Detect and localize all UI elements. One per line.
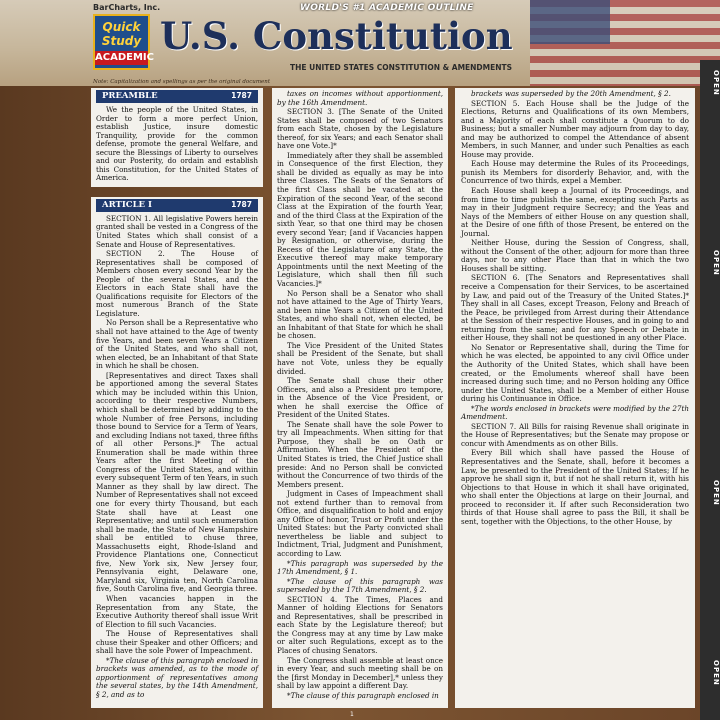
paragraph: The Vice President of the United States shall be President of the Senate, but shall have not Vote, unless they be equally divided. [277,340,443,376]
paragraph: Every Bill which shall have passed the House of Representatives and the Senate, shall, before it becomes a Law, be presented to the President of the United States; If he approve he shall sign it, but if not he shall return it, with his Objections to that House in which it shall have originated, who shall enter the Objections at large on their Journal, and proceed to reconsider it. If after such Reconsideration two thirds of that House shall agree to pass the Bill, it shall be sent, together with the Objections, to the other House, by [461,448,689,526]
paragraph: SECTION 1. All legislative Powers herein granted shall be vested in a Congress of the United States which shall consist of a Senate and House of Representatives. [96,213,258,249]
page-number: 1 [350,711,354,718]
paragraph: [Representatives and direct Taxes shall be apportioned among the several States which may be included within this Union, according to their respective Numbers, which shall be determined by adding to the whole Number of free Persons, including those bound to Service for a Term of Years, and excluding Indians not taxed, three fifths of all other Persons.]* The actual Enumeration shall be made within three Years after the first Meeting of the Congress of the United States, and within every subsequent Term of ten Years, in such Manner as they shall by law direct. The Number of Representatives shall not exceed one for every thirty Thousand, but each State shall have at Least one Representative; and until such enumeration shall be made, the State of New Hampshire shall be entitled to chuse three, Massachusetts eight, Rhode-Island and Providence Plantations one, Connecticut five, New York six, New Jersey four, Pennsylvania eight, Delaware one, Maryland six, Virginia ten, North Carolina five, South Carolina five, and Georgia three. [96,370,258,594]
paragraph: No Person shall be a Representative who shall not have attained to the Age of twenty five Years, and been seven Years a Citizen of the United States, and who shall not, when elected, be an Inhabitant of that State in which he shall be chosen. [96,318,258,371]
paragraph: SECTION 2. The House of Representatives shall be composed of Members chosen every second Year by the People of the several States, and the Electors in each State shall have the Qualifications requisite for Electors of the most numerous Branch of the State Legislature. [96,249,258,318]
paragraph: Immediately after they shall be assembled in Consequence of the first Election, they shall be divided as equally as may be into three Classes. The Seats of the Senators of the first Class shall be vacated at the Expiration of the second Year, of the second Class at the Expiration of the fourth Year, and of the third Class at the Expiration of the sixth Year, so that one third may be chosen every second Year; [and if Vacancies happen by Resignation, or otherwise, during the Recess of the Legislature of any State, the Executive thereof may make temporary Appointments until the next Meeting of the Legislature, which shall then fill such Vacancies.]* [277,150,443,289]
tab-label: OPEN [712,660,720,686]
paragraph: Neither House, during the Session of Congress, shall, without the Consent of the other, adjourn for more than three days, nor to any other Place than that in which the two Houses shall be sitting. [461,238,689,273]
paragraph: Each House shall keep a Journal of its Proceedings, and from time to time publish the same, excepting such Parts as may in their Judgment require Secrecy; and the Yeas and Nays of the Members of either House on any question shall, at the Desire of one fifth of those Present, be entered on the Journal. [461,186,689,238]
article-1-title: ARTICLE I [102,200,152,211]
tab-label: OPEN [712,70,720,96]
article-1-heading [96,199,258,212]
tab-label: OPEN [712,480,720,506]
footnote: *This paragraph was superseded by the 17th Amendment, § 1. [277,558,443,577]
paragraph: SECTION 3. [The Senate of the United States shall be composed of two Senators from each State, chosen by the Legislature thereof, for six Years; and each Senator shall have one Vote.]* [277,107,443,151]
article-1-section [91,197,263,708]
paragraph: Judgment in Cases of Impeachment shall not extend further than to removal from Office, and disqualification to hold and enjoy any Office of honor, Trust or Profit under the United States: but the Party convicted shall nevertheless be liable and subject to Indictment, Trial, Judgment and Punishment, according to Law. [277,489,443,558]
paragraph: No Senator or Representative shall, during the Time for which he was elected, be appointed to any civil Office under the Authority of the United States, which shall have been created, or the Emoluments whereof shall have been increased during such time; and no Person holding any Office under the United States, shall be a Member of either House during his Continuance in Office. [461,342,689,404]
preamble-text: We the people of the United States, in Order to form a more perfect Union, establish Justice, insure domestic Tranquility, provide for the common defense, promote the general Welfare, and secure the Blessings of Liberty to ourselves and our Posterity, do ordain and establish this Constitution, for the United States of America. [96,105,258,183]
footnote: *The words enclosed in brackets were modified by the 27th Amendment. [461,403,689,422]
column-1 [91,88,263,708]
preamble-title: PREAMBLE [102,91,158,102]
paragraph: The Senate shall chuse their other Officers, and also a President pro tempore, in the Absence of the Vice President, or when he shall exercise the Office of President of the United States. [277,376,443,420]
paragraph: SECTION 6. [The Senators and Representatives shall receive a Compensation for their Services, to be ascertained by Law, and paid out of the Treasury of the United States.]* They shall in all Cases, except Treason, Felony and Breach of the Peace, be privileged from Arrest during their Attendance at the Session of their respective Houses, and in going to and returning from the same; and for any Speech or Debate in either House, they shall not be questioned in any other Place. [461,273,689,343]
paragraph: The Senate shall have the sole Power to try all Impeachments. When sitting for that Purpose, they shall be on Oath or Affirmation. When the President of the United States is tried, the Chief Justice shall preside: And no Person shall be convicted without the Concurrence of two thirds of the Members present. [277,419,443,489]
publisher-name: BarCharts, Inc. [93,3,161,12]
page-subtitle: THE UNITED STATES CONSTITUTION & AMENDMENTS [290,63,513,72]
tagline: WORLD'S #1 ACADEMIC OUTLINE [300,3,474,13]
paragraph: No Person shall be a Senator who shall not have attained to the Age of Thirty Years, and been nine Years a Citizen of the United States, and who shall not, when elected, be an Inhabitant of that State for which he shall be chosen. [277,288,443,341]
footnote: *The clause of this paragraph was superseded by the 17th Amendment, § 2. [277,576,443,595]
paragraph: SECTION 5. Each House shall be the Judge of the Elections, Returns and Qualifications of its own Members, and a Majority of each shall constitute a Quorum to do Business; but a smaller Number may adjourn from day to day, and may be authorized to compel the Attendance of absent Members, in such Manner, and under such Penalties as each House may provide. [461,98,689,159]
preamble-section [91,88,263,187]
preamble-heading [96,90,258,103]
article-1-year: 1787 [231,200,252,210]
footnote: *The clause of this paragraph enclosed in brackets was amended, as to the mode of apportionment of representatives among the several states, by the 14th Amendment, § 2, and as to [96,655,258,699]
column-3 [455,88,695,708]
tab-label: OPEN [712,250,720,276]
spelling-note: Note: Capitalization and spellings as per the original document [93,79,271,85]
header-banner [0,0,720,86]
logo-text-study: Study [101,34,142,48]
paragraph: The Congress shall assemble at least once in every Year, and such meeting shall be on the [first Monday in December],* unless they shall by law appoint a different Day. [277,655,443,691]
side-open-tab[interactable] [700,60,720,720]
quickstudy-logo [93,14,154,70]
column-2 [272,88,448,708]
footnote: taxes on incomes without apportionment, by the 16th Amendment. [277,89,443,107]
paragraph: Each House may determine the Rules of its Proceedings, punish its Members for disorderly Behavior, and, with the Concurrence of two thirds, expel a Member. [461,159,689,186]
preamble-year: 1787 [231,91,252,101]
paragraph: The House of Representatives shall chuse their Speaker and other Officers; and shall have the sole Power of Impeachment. [96,629,258,656]
paragraph: When vacancies happen in the Representation from any State, the Executive Authority thereof shall issue Writ of Election to fill such Vacancies. [96,593,258,629]
footnote: *The clause of this paragraph enclosed in [287,690,439,700]
page-title: U.S. Constitution [160,14,513,58]
logo-text-academic: ACADEMIC [95,52,154,63]
flag-canton-graphic [530,0,610,44]
logo-text-quick: Quick [102,20,141,34]
paragraph: SECTION 7. All Bills for raising Revenue shall originate in the House of Representatives; but the Senate may propose or concur with Amendments as on other Bills. [461,421,689,448]
paragraph: SECTION 4. The Times, Places and Manner of holding Elections for Senators and Representatives, shall be prescribed in each State by the Legislature thereof; but the Congress may at any time by Law make or alter such Regulations, except as to the Places of chusing Senators. [277,594,443,655]
footnote: brackets was superseded by the 20th Amendment, § 2. [471,89,671,98]
